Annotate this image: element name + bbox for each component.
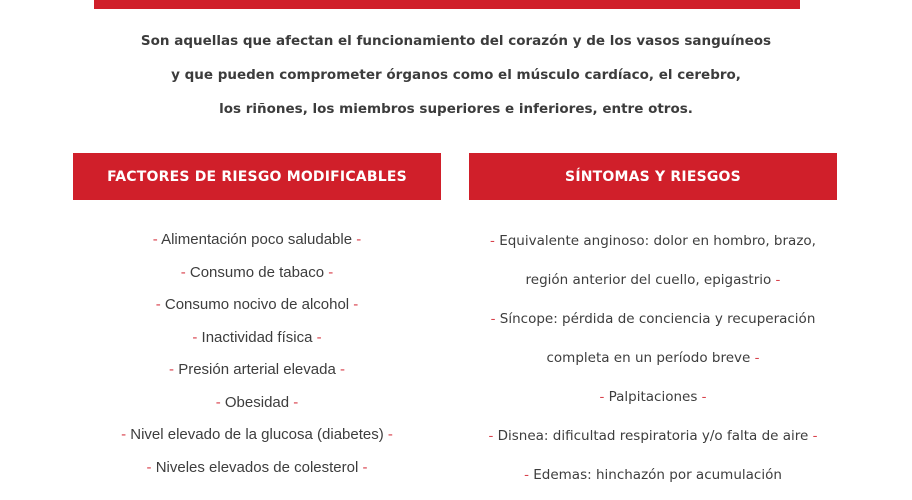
risk-factor-text: Inactividad física: [201, 328, 313, 346]
symptom-text: Palpitaciones: [608, 389, 698, 405]
list-item: - Palpitaciones -: [599, 389, 707, 405]
risk-factors-list: [60, 224, 454, 484]
list-item: - Nivel elevado de la glucosa (diabetes) -: [121, 426, 393, 443]
list-item: completa en un período breve -: [546, 350, 760, 366]
list-item: - Presión arterial elevada -: [169, 361, 345, 378]
list-item: - Inactividad física -: [192, 328, 322, 346]
list-item: - Niveles elevados de colesterol -: [146, 458, 368, 476]
list-item: - Alimentación poco saludable -: [152, 231, 362, 248]
intro-line: Son aquellas que afectan el funcionamiento del corazón y de los vasos sanguíneos: [140, 33, 772, 49]
list-item: región anterior del cuello, epigastrio -: [525, 272, 781, 288]
list-item: - Disnea: dificultad respiratoria y/o falta de aire -: [488, 428, 818, 444]
list-item: - Síncope: pérdida de conciencia y recuperación: [490, 311, 816, 327]
risk-factor-text: Presión arterial elevada: [178, 361, 336, 378]
risk-factor-text: Nivel elevado de la glucosa (diabetes): [130, 426, 384, 443]
symptom-text: Edemas: hinchazón por acumulación: [533, 467, 782, 483]
risk-factor-text: Obesidad: [224, 393, 290, 411]
risk-factor-text: Consumo de tabaco: [189, 263, 325, 281]
risk-factor-text: Consumo nocivo de alcohol: [164, 296, 350, 313]
symptoms-title: SÍNTOMAS Y RIESGOS: [565, 168, 741, 185]
symptoms-list: [455, 222, 851, 495]
risk-factor-text: Alimentación poco saludable: [161, 231, 353, 248]
list-item: - Consumo nocivo de alcohol -: [155, 296, 359, 313]
risk-factor-text: Niveles elevados de colesterol: [155, 458, 359, 476]
intro-line: los riñones, los miembros superiores e inferiores, entre otros.: [219, 101, 693, 117]
risk-factors-header: [73, 153, 441, 200]
symptom-text: región anterior del cuello, epigastrio: [525, 272, 772, 288]
risk-factors-title: FACTORES DE RIESGO MODIFICABLES: [107, 168, 407, 185]
symptom-text: Equivalente anginoso: dolor en hombro, brazo,: [499, 233, 816, 249]
intro-line: y que pueden comprometer órganos como el músculo cardíaco, el cerebro,: [171, 67, 741, 83]
symptom-text: Síncope: pérdida de conciencia y recuperación: [499, 311, 816, 327]
symptoms-header: [469, 153, 837, 200]
symptom-text: Disnea: dificultad respiratoria y/o falta de aire: [497, 428, 809, 444]
symptom-text: completa en un período breve: [546, 350, 751, 366]
top-red-bar: [94, 0, 800, 9]
list-item: - Edemas: hinchazón por acumulación: [524, 467, 782, 483]
intro-paragraph: [0, 24, 912, 126]
list-item: - Obesidad -: [215, 393, 299, 411]
list-item: - Equivalente anginoso: dolor en hombro, brazo,: [490, 233, 816, 249]
list-item: - Consumo de tabaco -: [180, 263, 334, 281]
